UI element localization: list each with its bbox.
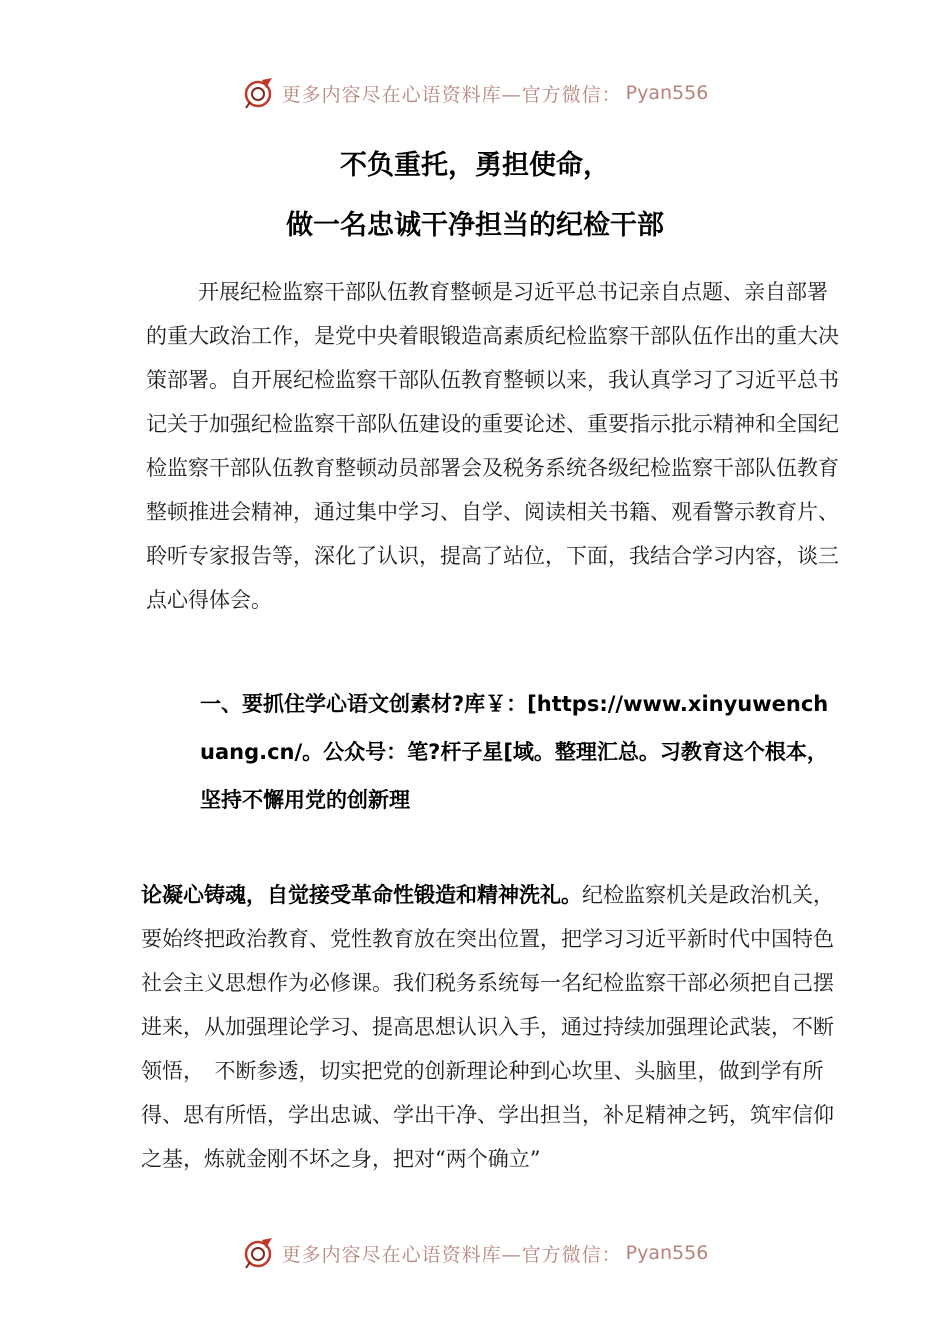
paragraph-section1	[141, 873, 846, 1181]
document-title-line1: 不负重托，勇担使命，	[340, 150, 610, 181]
section1-heading: 一、要抓住学心语文创素材?库￥：[https://www.xinyuwenchuang.cn/。公众号：笔?杆子星[域。整理汇总。习教育这个根本，坚持不懈用党的创新理	[200, 692, 829, 812]
watermark-contact: Pyan556	[625, 82, 709, 104]
watermark-banner-bottom	[0, 1233, 950, 1273]
document-title-line2: 做一名忠诚干净担当的纪检干部	[286, 210, 664, 241]
pen-circle-logo-icon	[242, 76, 276, 110]
pen-circle-logo-icon	[242, 1236, 276, 1270]
watermark-text: 更多内容尽在心语资料库—官方微信：	[281, 83, 622, 106]
watermark-contact: Pyan556	[625, 1242, 709, 1264]
paragraph-section1-lead: 论凝心铸魂，自觉接受革命性锻造和精神洗礼。	[141, 883, 582, 907]
watermark-text: 更多内容尽在心语资料库—官方微信：	[281, 1243, 622, 1266]
paragraph-intro: 开展纪检监察干部队伍教育整顿是习近平总书记亲自点题、亲自部署的重大政治工作，是党中央着眼锻造高素质纪检监察干部队伍作出的重大决策部署。自开展纪检监察干部队伍教育整顿以来，我认真学习了习近平总书记关于加强纪检监察干部队伍建设的重要论述、重要指示批示精神和全国纪检监察干部队伍教育整顿动员部署会及税务系统各级纪检监察干部队伍教育整顿推进会精神，通过集中学习、自学、阅读相关书籍、观看警示教育片、聆听专家报告等，深化了认识，提高了站位，下面，我结合学习内容，谈三点心得体会。	[146, 280, 839, 612]
watermark-banner-top	[0, 73, 950, 113]
paragraph-section1-body: 纪检监察机关是政治机关，要始终把政治教育、党性教育放在突出位置，把学习习近平新时代中国特色社会主义思想作为必修课。我们税务系统每一名纪检监察干部必须把自己摆进来，从加强理论学习、提高思想认识入手，通过持续加强理论武装，不断领悟， 不断参透，切实把党的创新理论种到心坎里、头脑里，做到学有所得、思有所悟，学出忠诚、学出干净、学出担当，补足精神之钙，筑牢信仰之基，炼就金刚不坏之身，把对“两个确立”	[141, 883, 834, 1171]
